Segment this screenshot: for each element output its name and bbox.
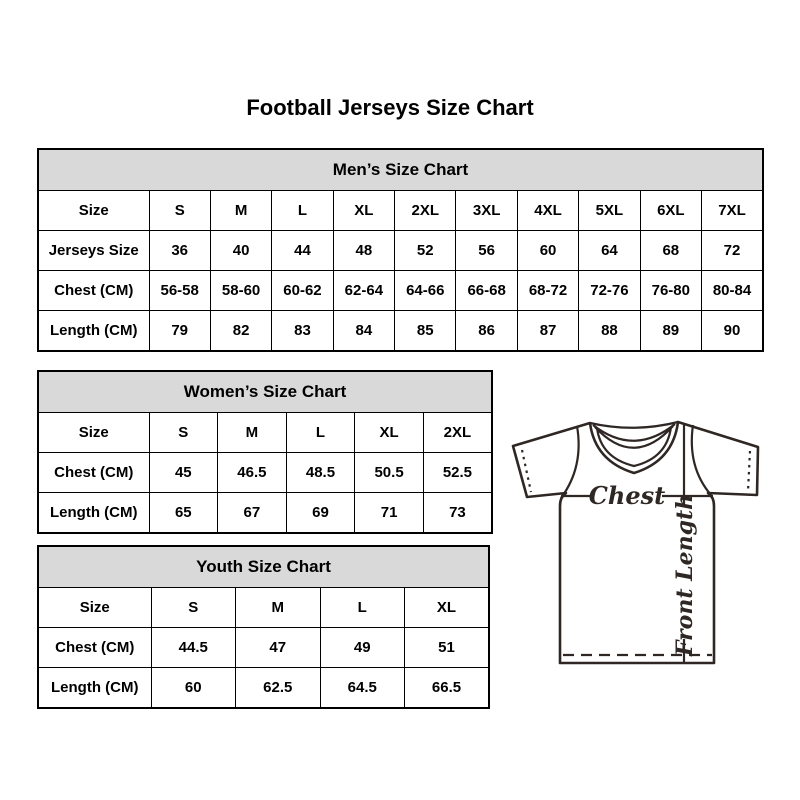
row-label-cell: Chest (CM) — [38, 453, 149, 493]
row-label-cell: Length (CM) — [38, 311, 149, 351]
table-row — [38, 588, 489, 628]
value-cell: 79 — [149, 311, 210, 351]
value-cell: 46.5 — [218, 453, 287, 493]
value-cell: M — [218, 413, 287, 453]
chest-label: Chest — [588, 481, 666, 510]
jersey-outline — [513, 422, 758, 663]
table-row — [38, 271, 763, 311]
youth-size-table — [37, 545, 490, 709]
jersey-measurement-diagram — [500, 405, 770, 675]
value-cell: 82 — [210, 311, 271, 351]
value-cell: 71 — [355, 493, 424, 533]
womens-size-table — [37, 370, 493, 534]
value-cell: 44 — [272, 231, 333, 271]
value-cell: 62-64 — [333, 271, 394, 311]
value-cell: 65 — [149, 493, 218, 533]
value-cell: 56 — [456, 231, 517, 271]
table-header-row — [38, 149, 763, 191]
jersey-diagram-svg — [500, 405, 770, 675]
value-cell: L — [320, 588, 405, 628]
table-row — [38, 668, 489, 708]
value-cell: 69 — [286, 493, 355, 533]
value-cell: 44.5 — [151, 628, 236, 668]
sleeve-seam-right — [692, 425, 711, 495]
value-cell: XL — [355, 413, 424, 453]
youth-table-title: Youth Size Chart — [38, 546, 489, 588]
value-cell: 4XL — [517, 191, 578, 231]
value-cell: 60 — [517, 231, 578, 271]
table-row — [38, 628, 489, 668]
value-cell: L — [286, 413, 355, 453]
row-label-cell: Chest (CM) — [38, 271, 149, 311]
table-header-row — [38, 371, 492, 413]
value-cell: 5XL — [579, 191, 640, 231]
value-cell: 88 — [579, 311, 640, 351]
row-label-cell: Chest (CM) — [38, 628, 151, 668]
table-row — [38, 191, 763, 231]
collar-top-line — [590, 422, 678, 428]
value-cell: 47 — [236, 628, 321, 668]
value-cell: 64-66 — [395, 271, 456, 311]
row-label-cell: Size — [38, 191, 149, 231]
value-cell: 66.5 — [405, 668, 490, 708]
value-cell: XL — [333, 191, 394, 231]
value-cell: 40 — [210, 231, 271, 271]
table-row — [38, 493, 492, 533]
value-cell: 89 — [640, 311, 701, 351]
row-label-cell: Length (CM) — [38, 668, 151, 708]
value-cell: 3XL — [456, 191, 517, 231]
value-cell: S — [149, 413, 218, 453]
value-cell: 72 — [702, 231, 763, 271]
value-cell: 2XL — [423, 413, 492, 453]
value-cell: 7XL — [702, 191, 763, 231]
table-row — [38, 311, 763, 351]
value-cell: 60 — [151, 668, 236, 708]
value-cell: 64 — [579, 231, 640, 271]
value-cell: 72-76 — [579, 271, 640, 311]
value-cell: 48.5 — [286, 453, 355, 493]
value-cell: L — [272, 191, 333, 231]
value-cell: 62.5 — [236, 668, 321, 708]
value-cell: S — [149, 191, 210, 231]
value-cell: XL — [405, 588, 490, 628]
mens-table-title: Men’s Size Chart — [38, 149, 763, 191]
value-cell: 36 — [149, 231, 210, 271]
value-cell: S — [151, 588, 236, 628]
sleeve-seam-left — [561, 426, 579, 498]
value-cell: 56-58 — [149, 271, 210, 311]
value-cell: 58-60 — [210, 271, 271, 311]
cuff-stitch-right — [748, 451, 750, 491]
value-cell: 73 — [423, 493, 492, 533]
row-label-cell: Size — [38, 588, 151, 628]
table-row — [38, 453, 492, 493]
value-cell: 52.5 — [423, 453, 492, 493]
womens-table-title: Women’s Size Chart — [38, 371, 492, 413]
value-cell: 66-68 — [456, 271, 517, 311]
value-cell: 52 — [395, 231, 456, 271]
value-cell: 64.5 — [320, 668, 405, 708]
value-cell: 85 — [395, 311, 456, 351]
row-label-cell: Jerseys Size — [38, 231, 149, 271]
value-cell: 45 — [149, 453, 218, 493]
value-cell: 76-80 — [640, 271, 701, 311]
table-row — [38, 231, 763, 271]
value-cell: 84 — [333, 311, 394, 351]
value-cell: M — [210, 191, 271, 231]
value-cell: 50.5 — [355, 453, 424, 493]
value-cell: 60-62 — [272, 271, 333, 311]
row-label-cell: Length (CM) — [38, 493, 149, 533]
value-cell: 48 — [333, 231, 394, 271]
collar-back-arc-2 — [595, 426, 673, 448]
value-cell: 87 — [517, 311, 578, 351]
value-cell: 49 — [320, 628, 405, 668]
value-cell: M — [236, 588, 321, 628]
row-label-cell: Size — [38, 413, 149, 453]
value-cell: 68 — [640, 231, 701, 271]
value-cell: 6XL — [640, 191, 701, 231]
table-row — [38, 413, 492, 453]
value-cell: 2XL — [395, 191, 456, 231]
value-cell: 86 — [456, 311, 517, 351]
value-cell: 67 — [218, 493, 287, 533]
table-header-row — [38, 546, 489, 588]
page-title: Football Jerseys Size Chart — [246, 95, 534, 120]
value-cell: 90 — [702, 311, 763, 351]
value-cell: 51 — [405, 628, 490, 668]
mens-size-table — [37, 148, 764, 352]
value-cell: 68-72 — [517, 271, 578, 311]
front-length-label: Front Length — [672, 493, 698, 657]
value-cell: 80-84 — [702, 271, 763, 311]
value-cell: 83 — [272, 311, 333, 351]
